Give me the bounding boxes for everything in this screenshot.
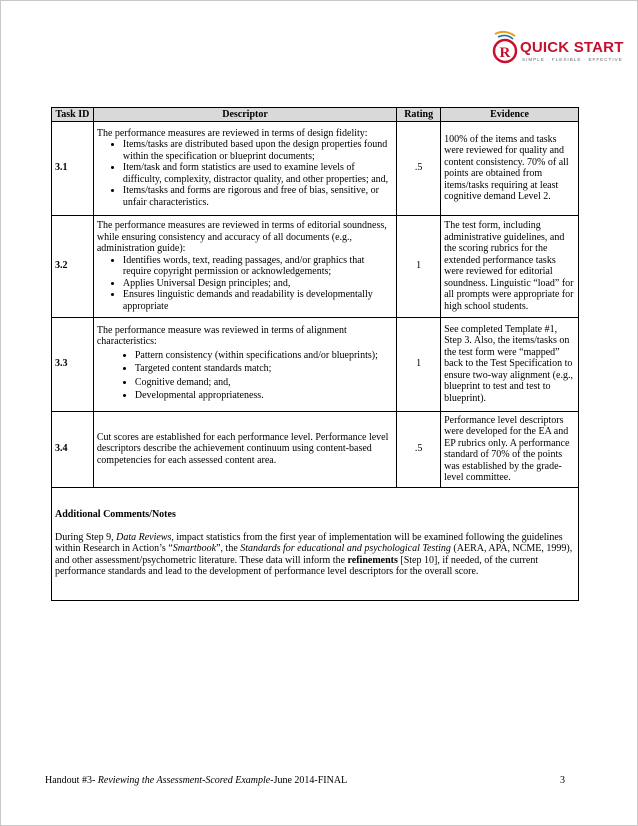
- comments-bold-text: refinements: [347, 554, 398, 566]
- comments-title: Additional Comments/Notes: [55, 509, 176, 521]
- descriptor-list: [97, 139, 393, 208]
- list-item: • Pattern consistency (within specifications and/or blueprints);: [135, 350, 393, 362]
- list-item: • Identifies words, text, reading passages, and/or graphics that require copyright permission or acknowledgements;: [123, 255, 393, 278]
- descriptor-cell: [93, 317, 396, 411]
- descriptor-list: [97, 255, 393, 313]
- table-row: [52, 121, 579, 215]
- rating-cell: 1: [397, 215, 441, 317]
- comments-body: [55, 532, 575, 578]
- evidence-cell: Performance level descriptors were developed for the EA and EP rubrics only. A performance standard of 70% of the points was established by the grade-level committee.: [441, 411, 579, 487]
- footer-suffix: -June 2014-FINAL: [270, 775, 348, 786]
- comments-row: [52, 487, 579, 600]
- task-id: 3.1: [52, 121, 94, 215]
- rating-cell: 1: [397, 317, 441, 411]
- logo-letter: R: [499, 45, 511, 61]
- descriptor-intro: The performance measures are reviewed in terms of design fidelity:: [96, 127, 368, 139]
- evidence-cell: The test form, including administrative guidelines, and the scoring rubrics for the extended performance tasks were reviewed for editorial soundness. Linguistic “load” for all prompts were appropriate for high school students.: [441, 215, 579, 317]
- quick-start-logo: [490, 30, 624, 70]
- comments-text: ”, the: [216, 543, 241, 555]
- footer-prefix: Handout #3-: [45, 775, 98, 786]
- comments-cell: [52, 487, 579, 600]
- list-item: • Cognitive demand; and,: [135, 377, 393, 389]
- list-item: • Ensures linguistic demands and readability is developmentally appropriate: [123, 289, 393, 312]
- table-row: [52, 411, 579, 487]
- rating-cell: .5: [397, 411, 441, 487]
- comments-italic-text: Smartbook: [172, 543, 217, 555]
- list-item: • Applies Universal Design principles; and,: [123, 278, 393, 290]
- descriptor-intro: The performance measure was reviewed in terms of alignment characteristics:: [96, 324, 347, 347]
- comments-text: During Step 9,: [55, 531, 117, 543]
- task-id: 3.3: [52, 317, 94, 411]
- evidence-cell: See completed Template #1, Step 3. Also, the items/tasks on the test form were “mapped” back to the Test Specification to ensure two-way alignment (e.g., blueprint to test and test to blueprint).: [441, 317, 579, 411]
- header-descriptor: Descriptor: [93, 108, 396, 122]
- header-rating: Rating: [397, 108, 441, 122]
- comments-italic-text: Data Reviews: [116, 531, 172, 543]
- header-task-id: Task ID: [52, 108, 94, 122]
- table-row: [52, 215, 579, 317]
- descriptor-list: [97, 350, 393, 402]
- task-id: 3.4: [52, 411, 94, 487]
- comments-text: (AERA, APA, NCME, 1999), and other assessment/psychometric literature. These data will inform the: [55, 543, 573, 566]
- list-item: • Items/tasks are distributed based upon the design properties found within the specification or blueprint documents;: [123, 139, 393, 162]
- descriptor-cell: [93, 411, 396, 487]
- rating-cell: .5: [397, 121, 441, 215]
- list-item: • Developmental appropriateness.: [135, 390, 393, 402]
- list-item: • Item/task and form statistics are used to examine levels of difficulty, complexity, distractor quality, and other properties; and,: [123, 162, 393, 185]
- logo-mark-icon: [490, 30, 520, 66]
- comments-italic-text: Standards for educational and psychological Testing: [240, 543, 451, 555]
- page-number: 3: [560, 775, 565, 786]
- header-evidence: Evidence: [441, 108, 579, 122]
- list-item: • Targeted content standards match;: [135, 363, 393, 375]
- descriptor-cell: [93, 215, 396, 317]
- descriptor-intro: Cut scores are established for each performance level. Performance level descriptors describe the achievement continuum using content-based competencies for each assessed content area.: [96, 431, 389, 466]
- list-item: • Items/tasks and forms are rigorous and free of bias, sensitive, or unfair characteristics.: [123, 185, 393, 208]
- table-header-row: [52, 108, 579, 122]
- task-id: 3.2: [52, 215, 94, 317]
- table-row: [52, 317, 579, 411]
- logo-name: QUICK START: [520, 39, 624, 56]
- descriptor-intro: The performance measures are reviewed in terms of editorial soundness, while ensuring consistency and accuracy of all documents (e.g., administration guide):: [96, 220, 387, 254]
- comments-text: [Step 10], if needed, of the current performance standards and lead to the development of performance level descriptors for the overall score.: [55, 554, 539, 578]
- comments-text: , impact statistics from the first year of implementation will be examined following the guidelines within Research in Action’s “: [55, 531, 563, 555]
- page-footer: [45, 775, 565, 786]
- descriptor-cell: [93, 121, 396, 215]
- evidence-cell: 100% of the items and tasks were reviewed for quality and content consistency. 70% of all points are obtained from items/tasks requiring at least cognitive demand Level 2.: [441, 121, 579, 215]
- footer-title: Reviewing the Assessment-Scored Example: [97, 775, 271, 786]
- logo-tagline: SIMPLE · FLEXIBLE · EFFECTIVE: [522, 57, 623, 62]
- descriptor-table: [51, 107, 579, 601]
